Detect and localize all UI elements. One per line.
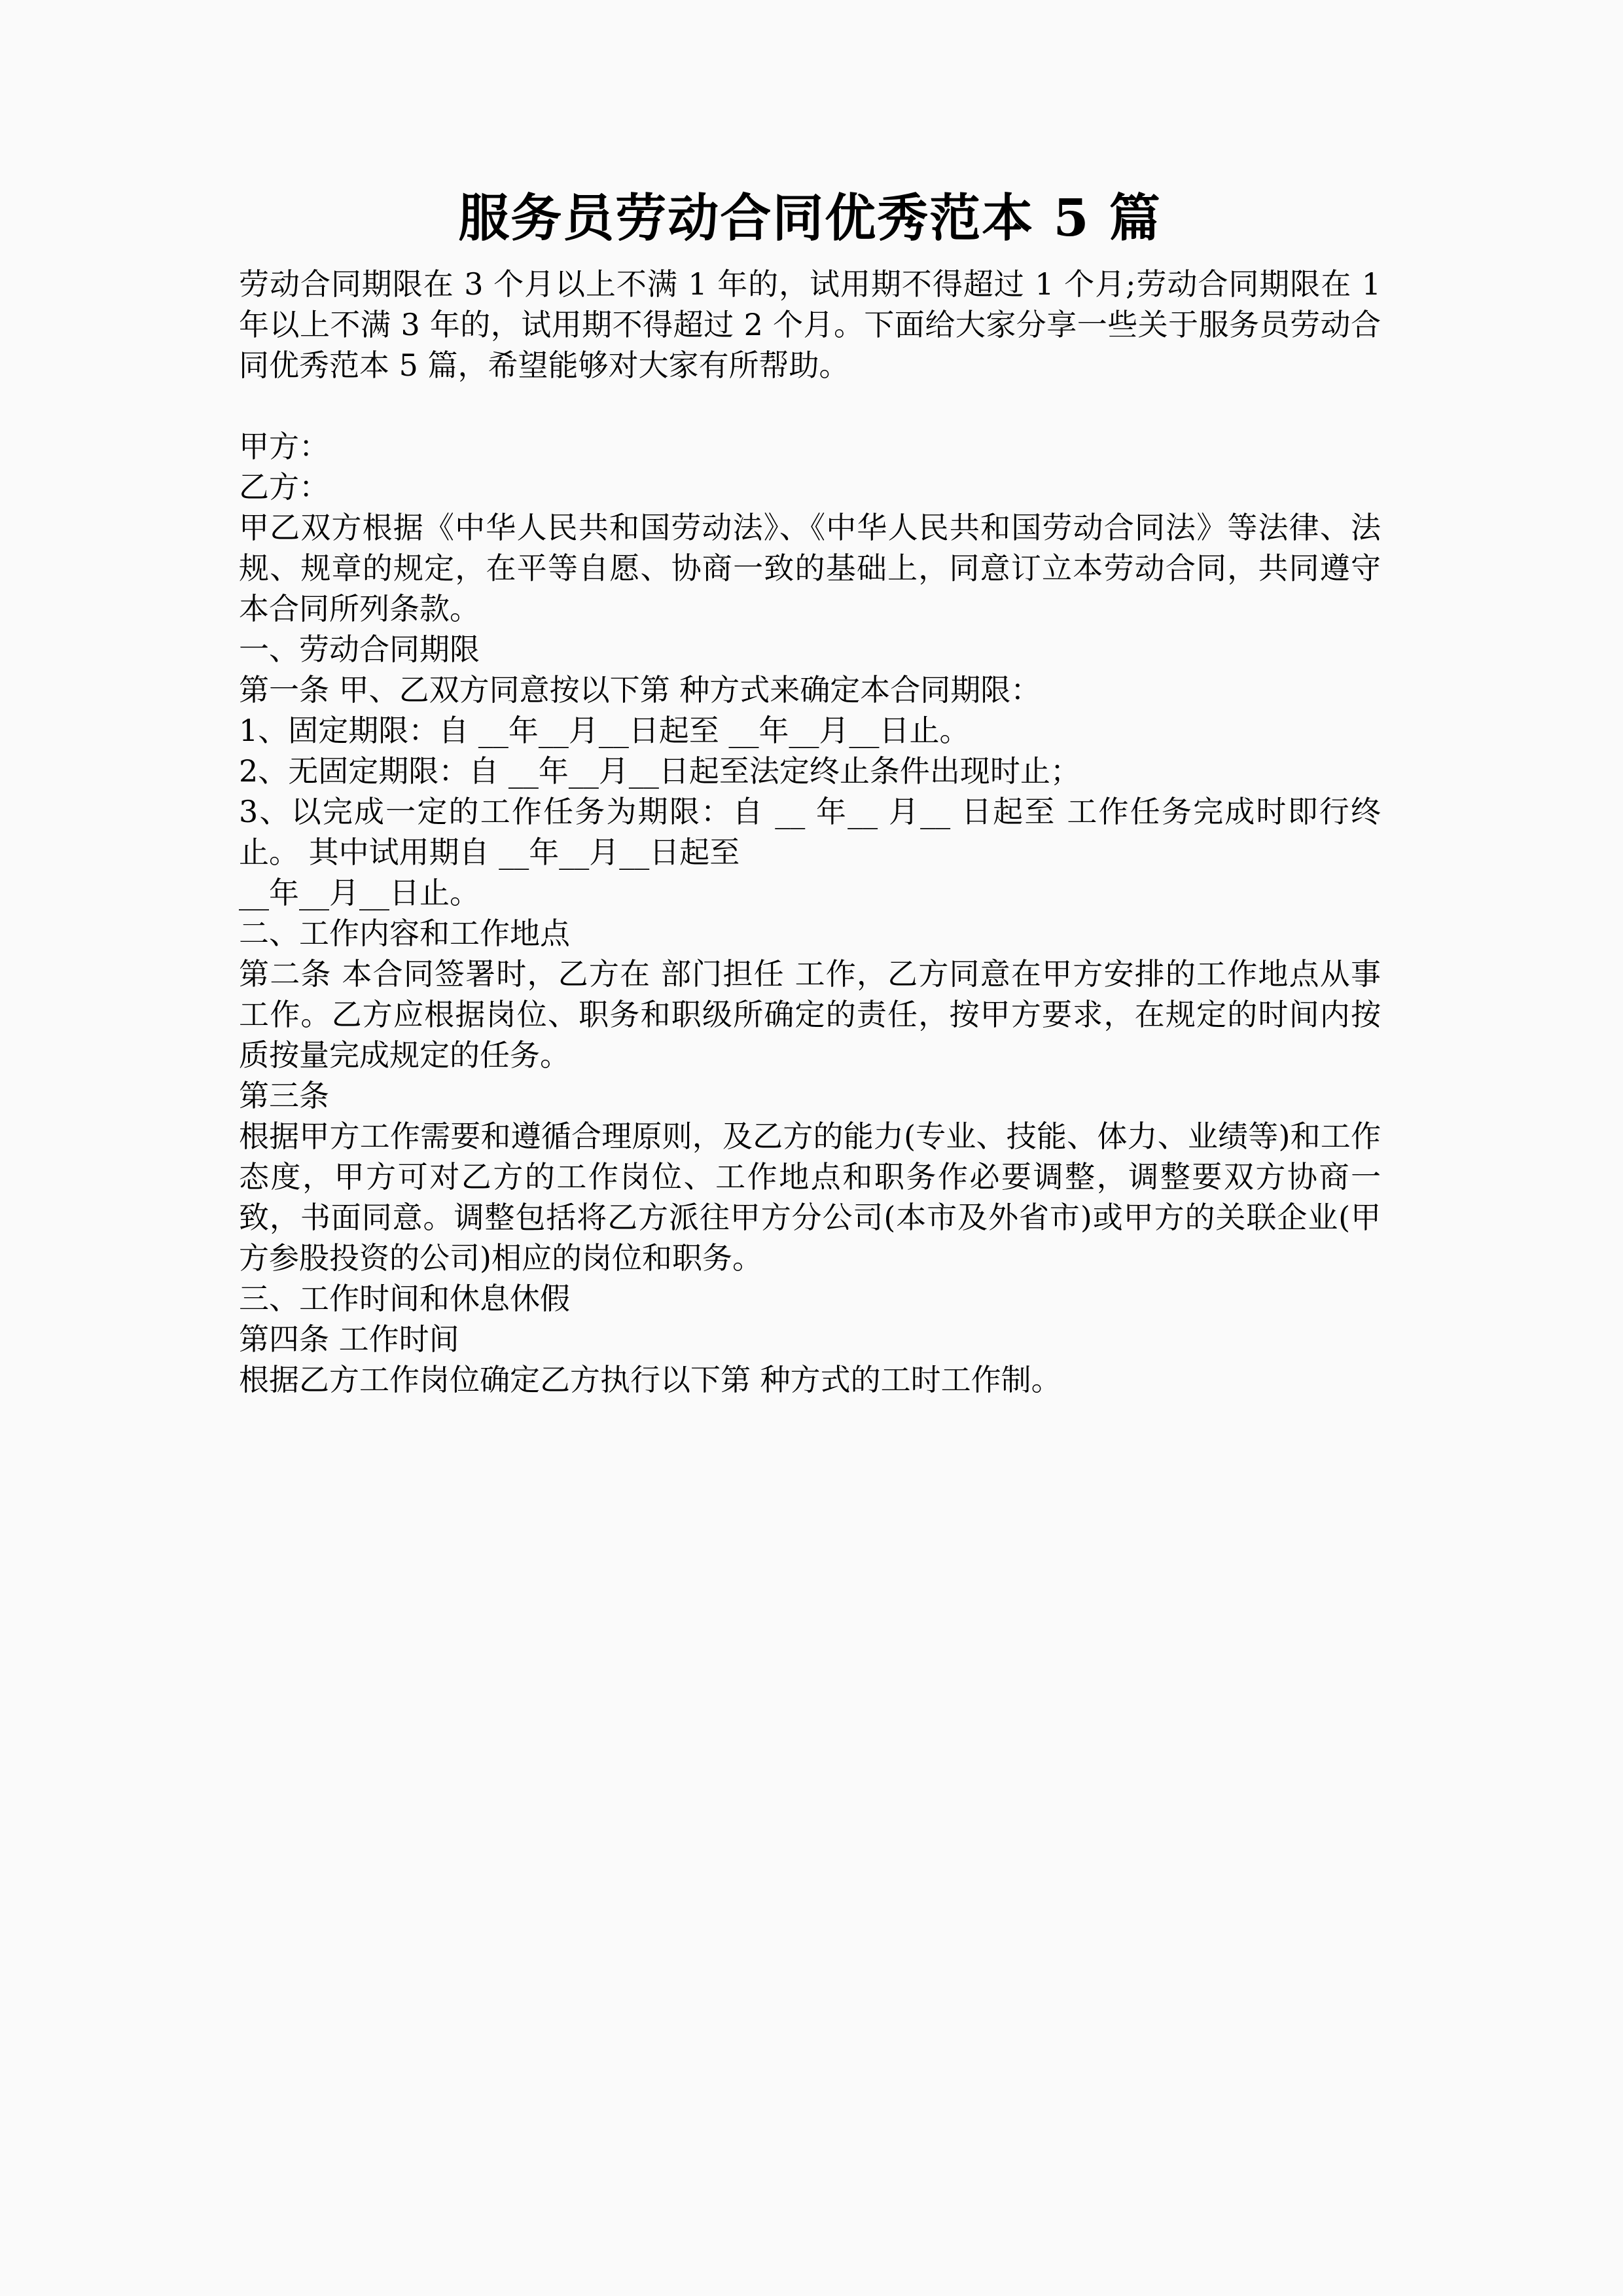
section-3-article-4-body: 根据乙方工作岗位确定乙方执行以下第 种方式的工时工作制。 [239, 1362, 1061, 1398]
page-title: 服务员劳动合同优秀范本 5 篇 [458, 188, 1162, 248]
section-1-option-3: 3、以完成一定的工作任务为期限：自 __ 年__ 月__ 日起至 工作任务完成时即行终止。 其中试用期自 __年__月__日起至 [239, 794, 1381, 870]
spacer [239, 386, 1381, 426]
party-b-label: 乙方： [239, 469, 329, 505]
document-body [239, 264, 1391, 1400]
section-1-option-2: 2、无固定期限：自 __年__月__日起至法定终止条件出现时止； [239, 753, 1080, 789]
section-1-article-1: 第一条 甲、乙双方同意按以下第 种方式来确定本合同期限： [239, 672, 1041, 708]
section-2-article-3-label: 第三条 [239, 1078, 329, 1114]
section-1-option-1: 1、固定期限：自 __年__月__日起至 __年__月__日止。 [239, 713, 970, 749]
section-3-article-4-label: 第四条 工作时间 [239, 1321, 459, 1357]
section-2-article-3-body: 根据甲方工作需要和遵循合理原则，及乙方的能力(专业、技能、体力、业绩等)和工作态度，甲方可对乙方的工作岗位、工作地点和职务作必要调整，调整要双方协商一致，书面同意。调整包括将乙方派往甲方分公司(本市及外省市)或甲方的关联企业(甲方参股投资的公司)相应的岗位和职务。 [239, 1119, 1381, 1276]
section-heading-2: 二、工作内容和工作地点 [239, 916, 570, 952]
preamble-paragraph: 甲乙双方根据《中华人民共和国劳动法》、《中华人民共和国劳动合同法》等法律、法规、规章的规定，在平等自愿、协商一致的基础上，同意订立本劳动合同，共同遵守本合同所列条款。 [239, 510, 1381, 627]
section-heading-1: 一、劳动合同期限 [239, 632, 480, 668]
intro-paragraph: 劳动合同期限在 3 个月以上不满 1 年的，试用期不得超过 1 个月;劳动合同期限在 1 年以上不满 3 年的，试用期不得超过 2 个月。下面给大家分享一些关于服务员劳动合同优秀范本 5 篇，希望能够对大家有所帮助。 [239, 266, 1391, 384]
section-heading-3: 三、工作时间和休息休假 [239, 1281, 570, 1317]
party-a-label: 甲方： [239, 429, 329, 465]
section-2-article-2: 第二条 本合同签署时，乙方在 部门担任 工作，乙方同意在甲方安排的工作地点从事工作。乙方应根据岗位、职务和职级所确定的责任，按甲方要求，在规定的时间内按质按量完成规定的任务。 [239, 956, 1381, 1073]
section-1-option-3-continuation: __年__月__日止。 [239, 875, 480, 911]
